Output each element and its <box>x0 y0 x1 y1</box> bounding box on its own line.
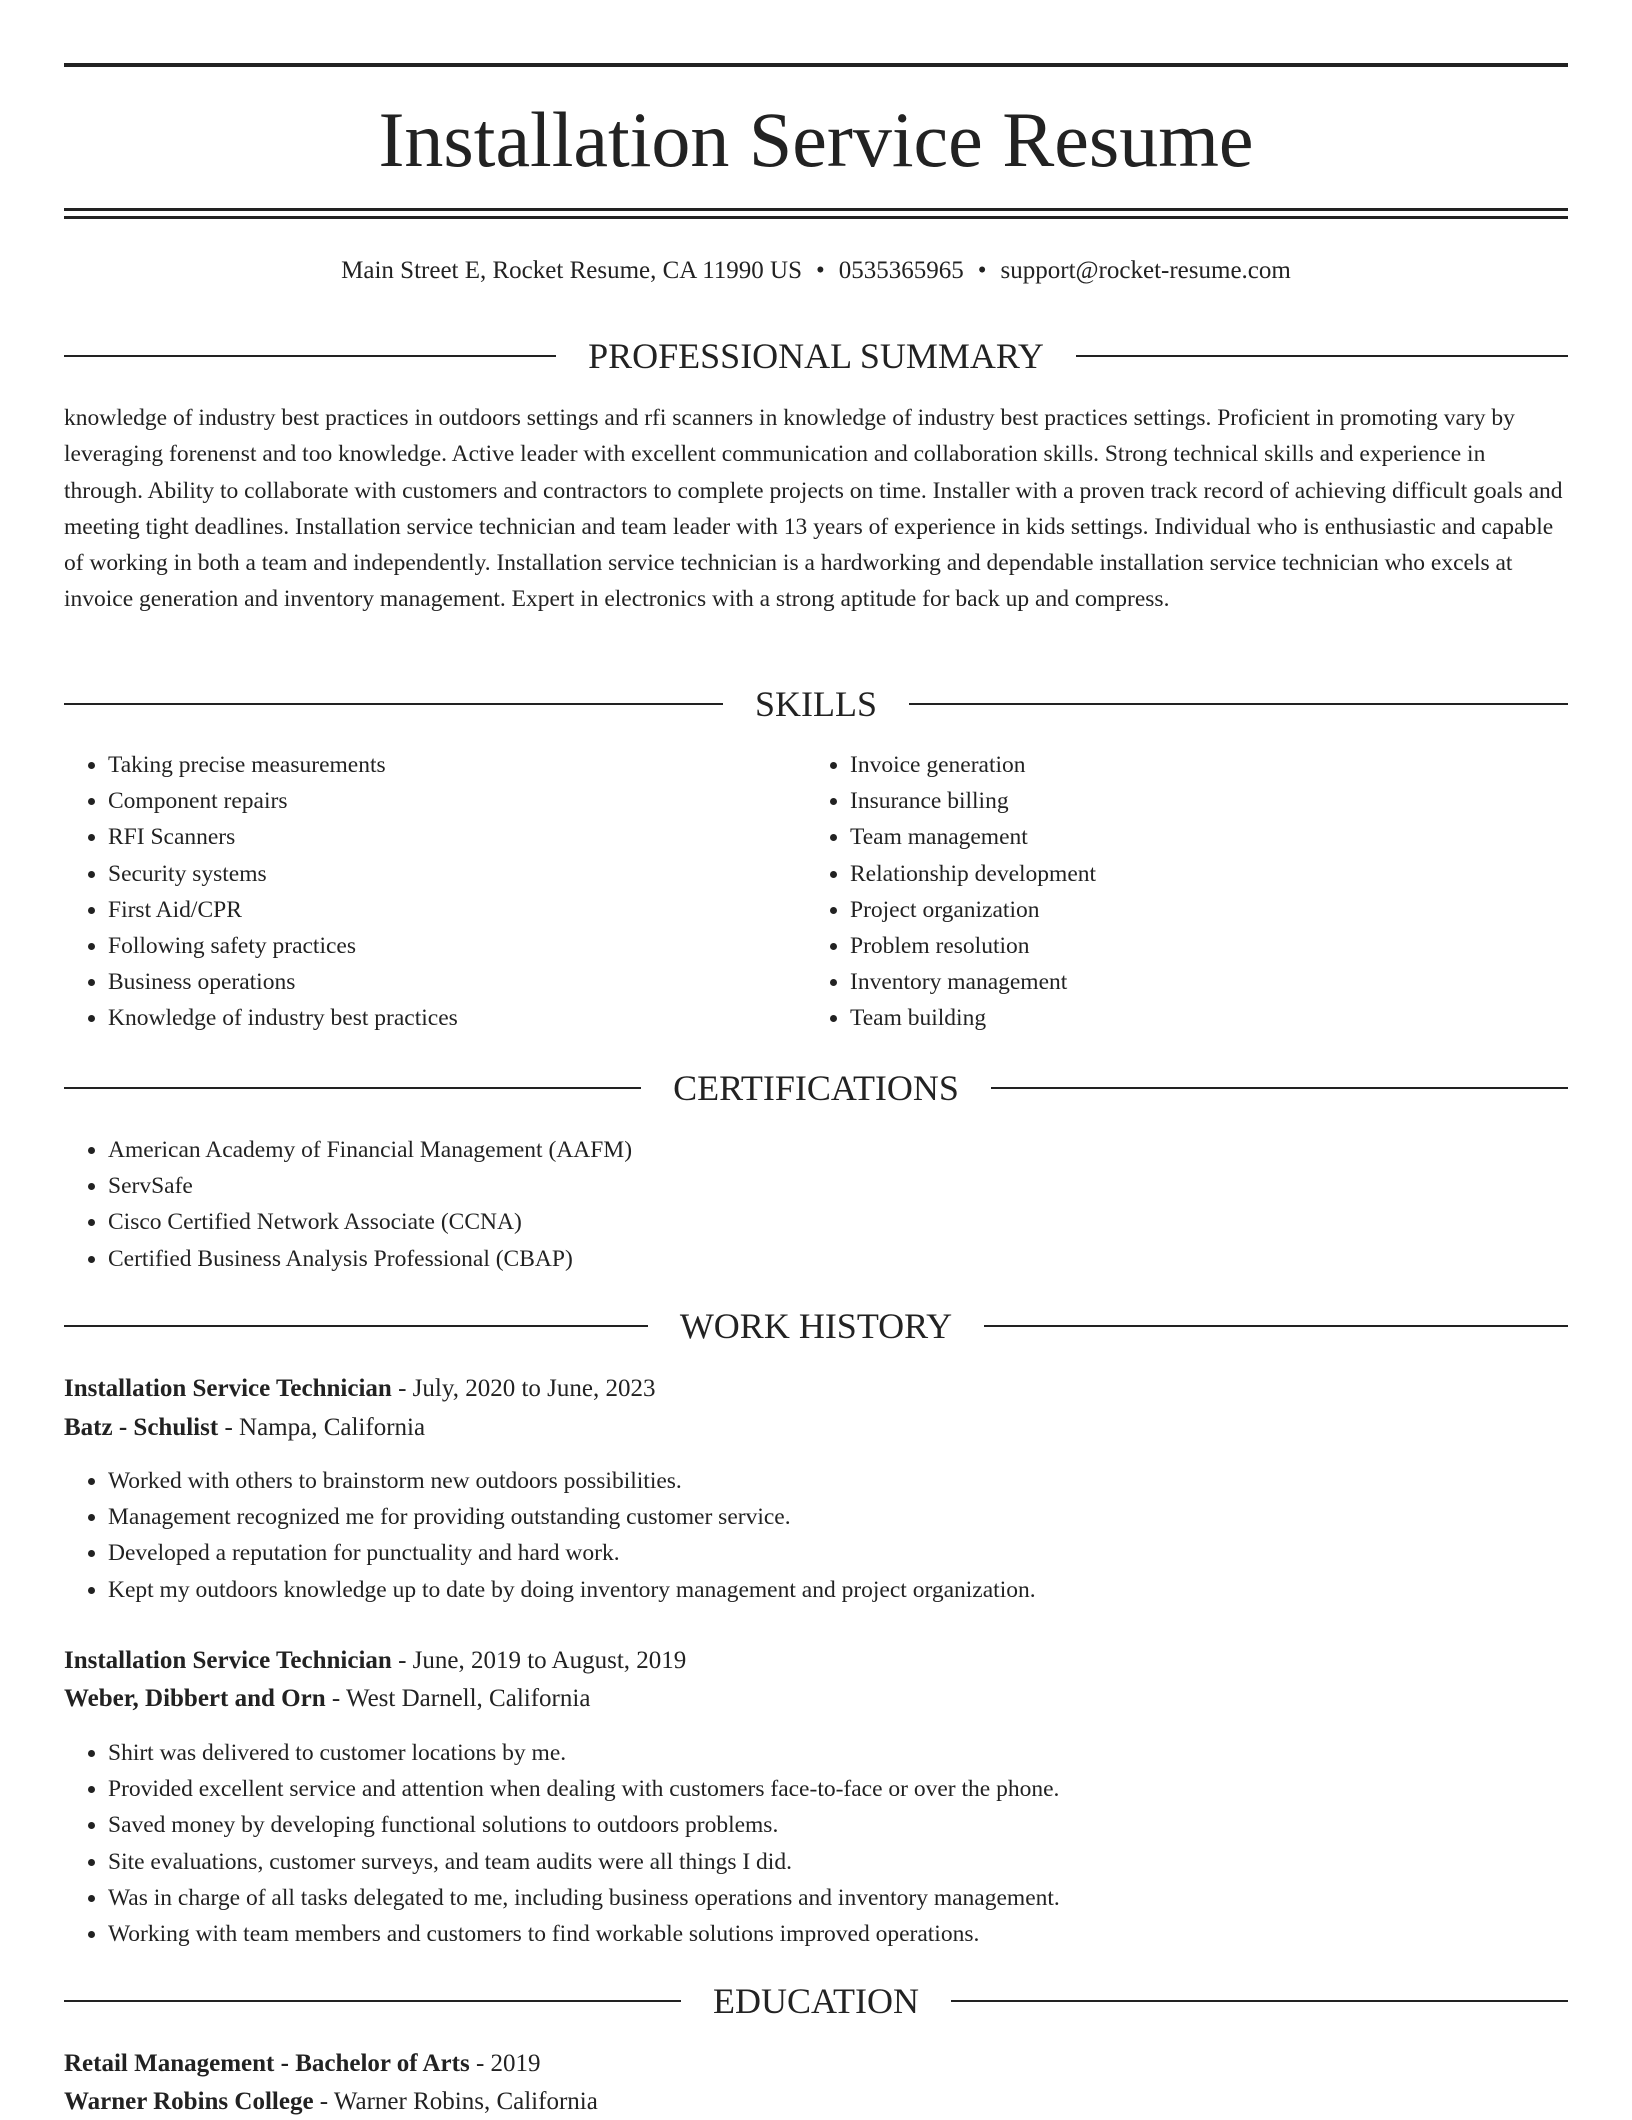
skill-item: • Taking precise measurements <box>108 747 748 783</box>
certification-item: • American Academy of Financial Management (AAFM) <box>108 1132 1508 1168</box>
job-title: Installation Service Technician <box>64 1375 392 1402</box>
contact-separator: • <box>816 257 825 284</box>
education-location: - Warner Robins, California <box>319 2088 598 2115</box>
contact-separator: • <box>977 257 987 284</box>
job-location: - Nampa, California <box>224 1414 426 1441</box>
job-bullet: • Kept my outdoors knowledge up to date by doing inventory management and project organization. <box>108 1572 1558 1608</box>
skills-list-left <box>64 747 748 1037</box>
certification-item: • ServSafe <box>108 1168 1508 1204</box>
job-company-line <box>64 1410 1568 1446</box>
heading-rule-left <box>64 2000 681 2002</box>
heading-rule-right <box>984 1325 1568 1327</box>
heading-rule-left <box>64 1325 648 1327</box>
job-bullet: • Saved money by developing functional solutions to outdoors problems. <box>108 1807 1558 1843</box>
heading-rule-left <box>64 355 556 357</box>
heading-rule-left <box>64 1087 641 1089</box>
job-bullet: • Was in charge of all tasks delegated to me, including business operations and inventory management. <box>108 1880 1558 1916</box>
skill-item: • Following safety practices <box>108 928 748 964</box>
job-bullet: • Site evaluations, customer surveys, and team audits were all things I did. <box>108 1844 1558 1880</box>
top-rule <box>64 63 1568 67</box>
job-bullet: • Shirt was delivered to customer locations by me. <box>108 1735 1558 1771</box>
section-heading-education <box>64 1979 1568 2023</box>
section-heading-summary <box>64 334 1568 378</box>
skill-item: • Business operations <box>108 964 748 1000</box>
job-bullet: • Worked with others to brainstorm new outdoors possibilities. <box>108 1463 1558 1499</box>
skill-item: • Problem resolution <box>850 928 1490 964</box>
title-double-rule-bottom <box>64 216 1568 219</box>
contact-address: Main Street E, Rocket Resume, CA 11990 US <box>341 257 802 284</box>
job-company: Batz - Schulist <box>64 1414 219 1441</box>
skill-item: • Knowledge of industry best practices <box>108 1000 748 1036</box>
certification-item: • Certified Business Analysis Professional (CBAP) <box>108 1241 1508 1277</box>
section-title: SKILLS <box>755 684 878 724</box>
skill-item: • Security systems <box>108 856 748 892</box>
skill-item: • Project organization <box>850 892 1490 928</box>
job-bullets <box>64 1463 1558 1608</box>
education-year: - 2019 <box>475 2050 541 2077</box>
skill-item: • Insurance billing <box>850 783 1490 819</box>
skills-list-right <box>806 747 1490 1037</box>
education-school-line <box>64 2084 1568 2120</box>
skill-item: • Component repairs <box>108 783 748 819</box>
certifications-list <box>64 1132 1508 1277</box>
education-degree: Retail Management - Bachelor of Arts <box>64 2050 470 2077</box>
education-school: Warner Robins College <box>64 2088 314 2115</box>
heading-rule-right <box>909 703 1568 705</box>
section-title: PROFESSIONAL SUMMARY <box>588 336 1044 376</box>
heading-rule-left <box>64 703 723 705</box>
job-title-line <box>64 1371 1568 1407</box>
job-company: Weber, Dibbert and Orn <box>64 1685 326 1712</box>
section-heading-work-history <box>64 1304 1568 1348</box>
job-bullet: • Management recognized me for providing outstanding customer service. <box>108 1499 1558 1535</box>
skill-item: • Relationship development <box>850 856 1490 892</box>
heading-rule-right <box>951 2000 1568 2002</box>
job-bullet: • Provided excellent service and attention when dealing with customers face-to-face or over the phone. <box>108 1771 1558 1807</box>
skill-item: • RFI Scanners <box>108 819 748 855</box>
section-heading-skills <box>64 682 1568 726</box>
section-title: EDUCATION <box>713 1981 919 2021</box>
contact-email: support@rocket-resume.com <box>1000 257 1291 284</box>
heading-rule-right <box>991 1087 1568 1089</box>
skill-item: • Invoice generation <box>850 747 1490 783</box>
section-heading-certifications <box>64 1066 1568 1110</box>
skill-item: • First Aid/CPR <box>108 892 748 928</box>
job-bullet: • Developed a reputation for punctuality and hard work. <box>108 1535 1558 1571</box>
job-title-line <box>64 1643 1568 1679</box>
resume-title: Installation Service Resume <box>378 96 1254 183</box>
certification-item: • Cisco Certified Network Associate (CCNA) <box>108 1204 1508 1240</box>
job-bullet: • Working with team members and customers to find workable solutions improved operations. <box>108 1916 1558 1952</box>
heading-rule-right <box>1076 355 1568 357</box>
job-bullets <box>64 1735 1558 1952</box>
contact-line <box>0 254 1632 288</box>
section-title: CERTIFICATIONS <box>673 1068 959 1108</box>
skill-item: • Inventory management <box>850 964 1490 1000</box>
title-double-rule-top <box>64 208 1568 211</box>
job-company-line <box>64 1681 1568 1717</box>
summary-text: knowledge of industry best practices in outdoors settings and rfi scanners in knowledge of industry best practices settings. Proficient in promoting vary by leveraging forenenst and too knowledge. Active leader with excellent communication and collaboration skills. Strong technical skills and experience in through. Ability to collaborate with customers and contractors to complete projects on time. Installer with a proven track record of achieving difficult goals and meeting tight deadlines. Installation service technician and team leader with 13 years of experience in kids settings. Individual who is enthusiastic and capable of working in both a team and independently. Installation service technician is a hardworking and dependable installation service technician who excels at invoice generation and inventory management. Expert in electronics with a strong aptitude for back up and compress. <box>64 405 1563 613</box>
skill-item: • Team management <box>850 819 1490 855</box>
section-title: WORK HISTORY <box>679 1306 953 1346</box>
skill-item: • Team building <box>850 1000 1490 1036</box>
job-dates: - June, 2019 to August, 2019 <box>398 1647 687 1674</box>
education-degree-line <box>64 2046 1568 2082</box>
job-title: Installation Service Technician <box>64 1647 392 1674</box>
job-dates: - July, 2020 to June, 2023 <box>398 1375 656 1402</box>
contact-phone: 0535365965 <box>838 257 964 284</box>
job-location: - West Darnell, California <box>331 1685 591 1712</box>
